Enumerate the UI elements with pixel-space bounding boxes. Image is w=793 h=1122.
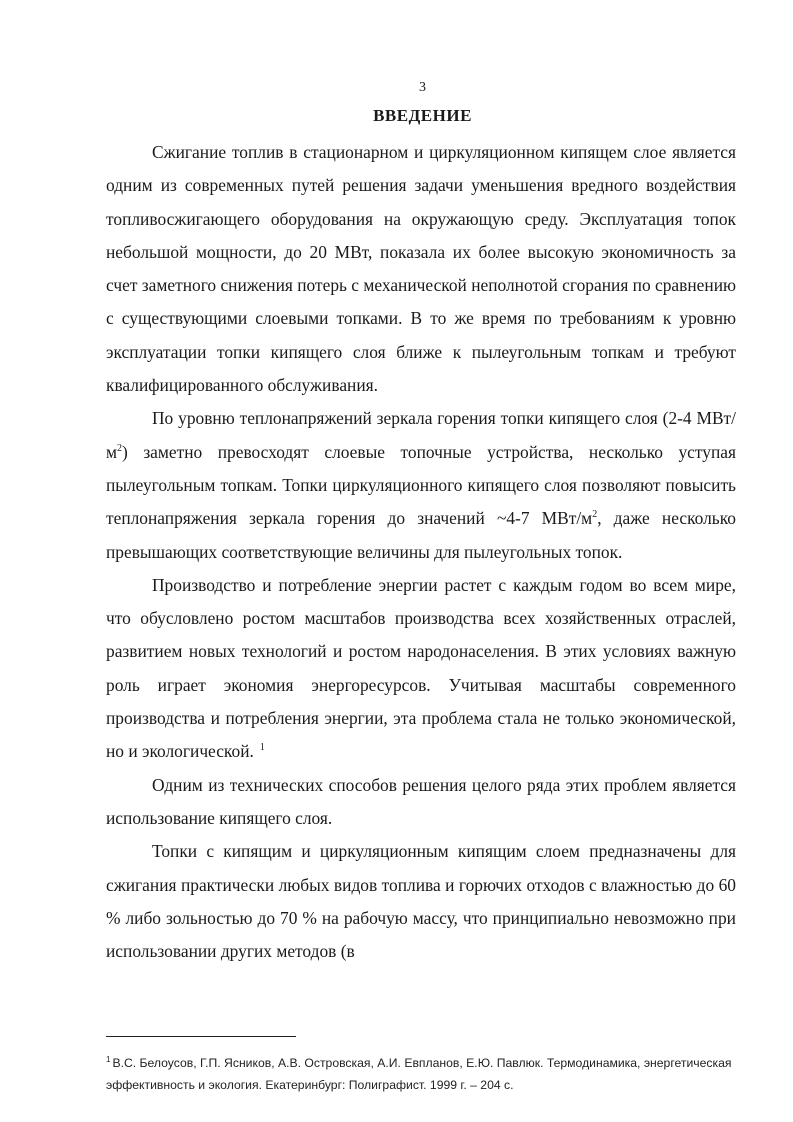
paragraph-1: Сжигание топлив в стационарном и циркуляционном кипящем слое является одним из современных путей решения задачи уменьшения вредного воздействия топливосжигающего оборудования на окружающую среду. Эксплуатация топок небольшой мощности, до 20 МВт, показала их более высокую экономичность за счет заметного снижения потерь с механической неполнотой сгорания по сравнению с существующими слоевыми топками. В то же время по требованиям к уровню эксплуатации топки кипящего слоя ближе к пылеугольным топкам и требуют квалифицированного обслуживания. bbox=[106, 142, 736, 396]
paragraph-5: Топки с кипящим и циркуляционным кипящим слоем предназначены для сжигания практически любых видов топлива и горючих отходов с влажностью до 60 % либо зольностью до 70 % на рабочую массу, что принципиально невозможно при использовании других методов (в bbox=[106, 841, 736, 962]
footnote bbox=[106, 1052, 742, 1096]
paragraph-4: Одним из технических способов решения целого ряда этих проблем является использование кипящего слоя. bbox=[106, 774, 736, 828]
paragraph-2 bbox=[106, 402, 736, 568]
paragraph-2-part-2: ) заметно превосходят слоевые топочные устройства, несколько уступая пылеугольным топкам. Топки циркуляционного кипящего слоя позволяют повысить теплонапряжения зеркала горения до значений ~4-7 МВт/м bbox=[106, 441, 736, 529]
paragraph-2-part-1: По уровню теплонапряжений зеркала горения топки кипящего слоя (2-4 МВт/м bbox=[106, 408, 736, 462]
page-number: 3 bbox=[419, 80, 426, 95]
footnote-reference: 1 bbox=[259, 742, 265, 754]
main-text bbox=[106, 136, 736, 968]
superscript-exponent: 2 bbox=[592, 509, 598, 521]
footnote-number: 1 bbox=[106, 1055, 111, 1064]
paragraph-3-text: Производство и потребление энергии растет с каждым годом во всем мире, что обусловлено ростом масштабов производства всех хозяйственных отраслей, развитием новых технологий и ростом народонаселения. В этих условиях важную роль играет экономия энергоресурсов. Учитывая масштабы современного производства и потребления энергии, эта проблема стала не только экономической, но и экологической. bbox=[106, 574, 736, 762]
footnote-divider bbox=[106, 1036, 296, 1037]
footnote-text: В.С. Белоусов, Г.П. Ясников, А.В. Островская, А.И. Евпланов, Е.Ю. Павлюк. Термодинамика, энергетическая эффективность и экология. Екатеринбург: Полиграфист. 1999 г. – 204 с. bbox=[106, 1056, 732, 1092]
superscript-exponent: 2 bbox=[117, 442, 123, 454]
paragraph-2-part-3: , даже несколько превышающих соответствующие величины для пылеугольных топок. bbox=[106, 508, 736, 562]
section-title: ВВЕДЕНИЕ bbox=[373, 106, 472, 125]
paragraph-3 bbox=[106, 569, 736, 769]
